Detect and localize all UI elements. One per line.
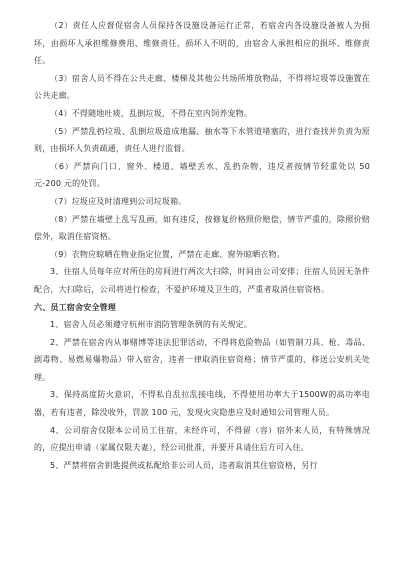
- paragraph-guests: 4、公司宿舍仅限本公司员工住宿，未经许可，不得留（容）宿外来人员，有特殊情况的，应提出申请（家属仅限夫妻），经公司批准，并要开具请住后方可入住。: [34, 425, 370, 453]
- paragraph-fire-regulations: 1、宿舍人员必须遵守杭州市消防管理条例的有关规定。: [50, 320, 253, 330]
- paragraph-no-throwing: （6）严禁向门口、窗外、楼道、墙壁丢水、乱扔杂物，违反者按情节轻重处以 50 元-200 元的处罚。: [34, 161, 370, 189]
- paragraph-no-spitting: （4）不得随地吐痰，乱倒垃圾，不得在室内饲养宠物。: [50, 108, 253, 118]
- paragraph-public-corridor: （3）宿舍人员不得在公共走廊、楼梯及其他公共场所堆放物品，不得将垃圾等设施置在公共走廊。: [34, 73, 370, 101]
- section-heading: 六、员工宿舍安全管理: [34, 302, 116, 312]
- paragraph-garbage: （7）垃圾应及时清理到公司垃圾箱。: [50, 196, 187, 206]
- paragraph-facility-maintenance: （2）责任人应督促宿舍人员保持各设施设备运行正常，若宿舍内各设施设备被人为损坏，由损坏人承担维修费用、维修责任，损坏人不明的，由宿舍人承担相应的损坏、维修责任。: [34, 21, 370, 66]
- paragraph-cleaning: 3、住宿人员每年应对所住的房间进行两次大扫除，时间由公司安排；住宿人员因无条件配合，大扫除后，公司将进行检查，不爱护环境及卫生的，严重者取消住宿资格。: [34, 267, 370, 294]
- paragraph-fire-safety: 3、保持高度防火意识，不得私自乱拉乱接电线，不得使用功率大于1500W的高功率电器，若有违者，除没收外，罚款 100 元，发现火灾隐患应及时通知公司管理人员。: [34, 390, 370, 418]
- paragraph-keys: 5、严禁将宿舍钥匙提供或私配给非公司人员，违者取消其住宿资格，另行: [50, 460, 318, 470]
- paragraph-prohibited-items: 2、严禁在宿舍内从事赌博等违法犯罪活动，不得将危险物品（如管制刀具、枪、毒品、剧毒物、易燃易爆物品）带入宿舍，违者一律取消住宿资格；情节严重的，移送公安机关处理。: [34, 337, 370, 382]
- paragraph-drain-blockage: （5）严禁乱扔垃圾、乱倒垃圾造成地漏、抽水等下水管道堵塞的，进行查找并负责为原则，由损坏人负责疏通，责任人进行监督。: [34, 126, 370, 154]
- paragraph-laundry: （9）衣物应晾晒在物业指定位置，严禁在走廊、窗外晾晒衣物。: [50, 249, 285, 259]
- paragraph-no-graffiti: （8）严禁在墙壁上乱写乱画，如有违反，按修复价格照价赔偿，情节严重的，除照价赔偿外，取消住宿资格。: [34, 214, 370, 242]
